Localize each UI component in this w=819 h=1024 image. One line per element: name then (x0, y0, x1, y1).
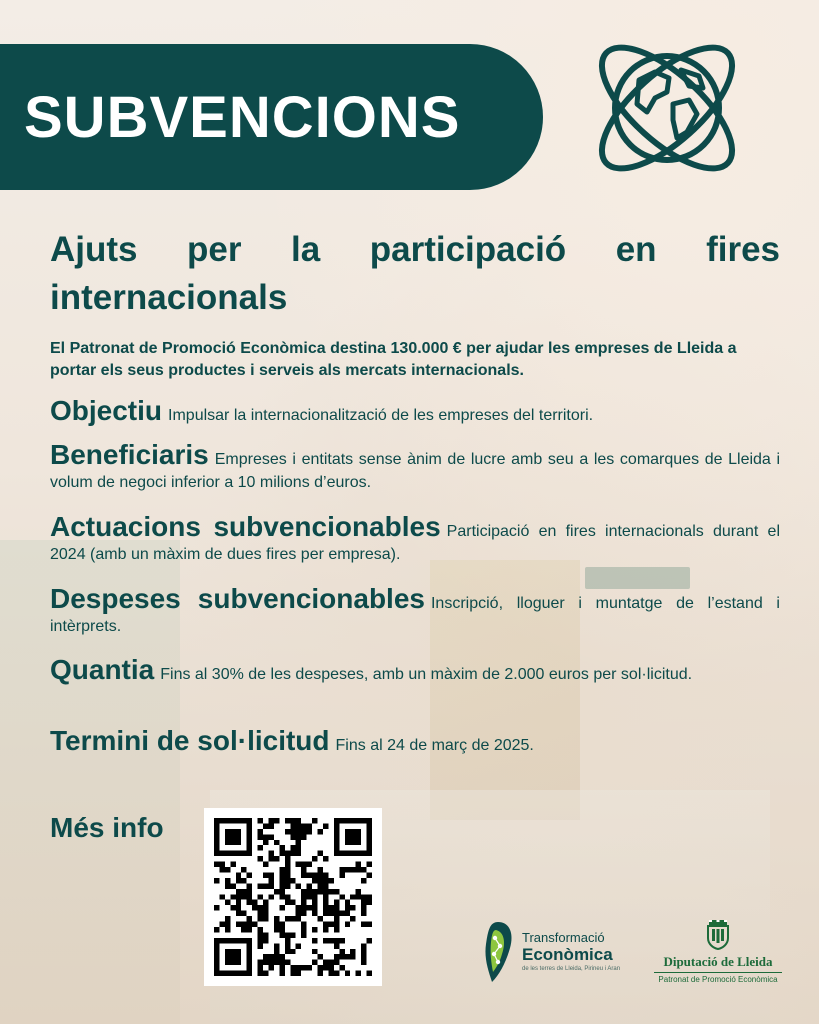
qr-code-pattern (214, 818, 372, 976)
transformacio-logo (480, 918, 620, 988)
section-heading: Termini de sol·licitud (50, 725, 330, 756)
headline: Ajuts per la participació en fires internacionals (50, 230, 780, 317)
diputacio-subtitle: Patronat de Promoció Econòmica (658, 975, 778, 984)
transformacio-line3: de les terres de Lleida, Pirineu i Aran (522, 966, 621, 972)
section-heading: Beneficiaris (50, 439, 209, 470)
section-text: Fins al 24 de març de 2025. (335, 737, 534, 754)
qr-code[interactable] (204, 808, 382, 986)
section-text: Participació en fires internacionals durant el 2024 (amb un màxim de dues fires per empresa). (50, 523, 781, 563)
section-actuacions (50, 512, 780, 566)
section-text: Impulsar la internacionalització de les empreses del territori. (168, 407, 594, 424)
title-banner (0, 44, 543, 190)
intro-paragraph: El Patronat de Promoció Econòmica destina 130.000 € per ajudar les empreses de Lleida a portar els seus productes i serveis als mercats internacionals. (50, 340, 737, 379)
transformacio-line2: Econòmica (522, 945, 613, 964)
transformacio-line1: Transformació (522, 930, 605, 945)
section-heading: Quantia (50, 654, 155, 685)
section-heading: Despeses subvencionables (50, 583, 425, 614)
diputacio-logo (648, 918, 788, 988)
diputacio-seal-icon (706, 918, 730, 950)
section-quantia (50, 655, 780, 686)
section-beneficiaris (50, 440, 780, 494)
section-heading: Objectiu (50, 395, 163, 426)
banner-title: SUBVENCIONS (24, 84, 461, 150)
section-text: Empreses i entitats sense ànim de lucre amb seu a les comarques de Lleida i volum de negoci inferior a 10 milions d’euros. (50, 451, 780, 491)
section-heading: Actuacions subvencionables (50, 511, 441, 542)
diputacio-name: Diputació de Lleida (663, 954, 773, 969)
transformacio-mark-icon (480, 918, 516, 986)
section-termini (50, 726, 780, 757)
globe-icon (577, 20, 757, 195)
section-text: Inscripció, lloguer i muntatge de l’estand i intèrprets. (50, 595, 780, 635)
section-despeses (50, 584, 780, 638)
section-text: Fins al 30% de les despeses, amb un màxim de 2.000 euros per sol·licitud. (160, 666, 693, 683)
section-objectiu (50, 396, 780, 427)
more-info-label: Més info (50, 812, 164, 843)
diputacio-divider (654, 972, 782, 973)
